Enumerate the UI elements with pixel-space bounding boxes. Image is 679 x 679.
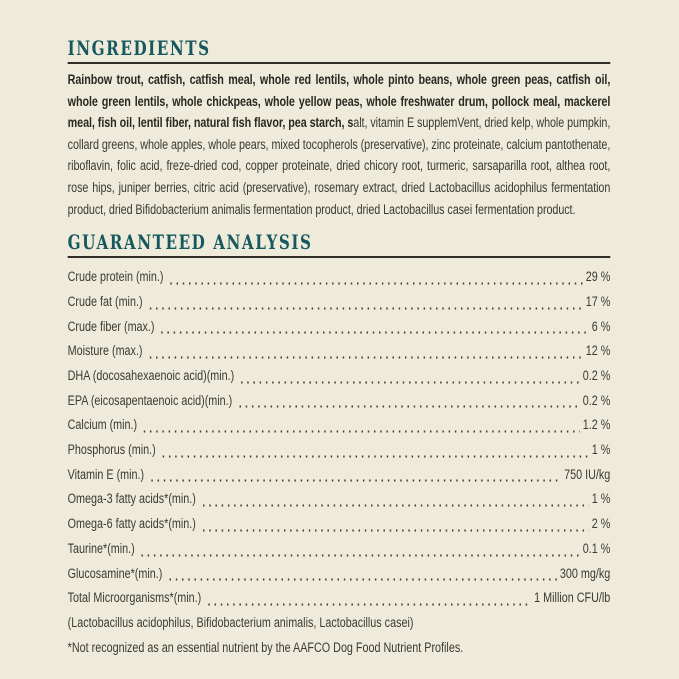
analysis-row [68, 389, 611, 414]
analysis-row-label: Total Microorganisms*(min.) [67, 590, 202, 607]
analysis-row [68, 562, 611, 587]
analysis-row-value: 2 % [591, 516, 611, 533]
analysis-row-label: DHA (docosahexaenoic acid)(min.) [67, 367, 235, 384]
ingredients-text [68, 70, 611, 221]
dotted-leader [149, 479, 561, 482]
dotted-leader [167, 578, 557, 581]
analysis-row-value: 1.2 % [582, 417, 611, 434]
ingredients-bold-text: Rainbow trout, catfish, catfish meal, whole red lentils, whole pinto beans, whole green peas, catfish oil, whole green lentils, whole chickpeas, whole yellow peas, whole freshwater drum, pollock meal, mackerel meal, fish oil, lentil fiber, natural fish flavor, pea starch, s [67, 72, 611, 132]
analysis-row [68, 512, 611, 537]
guaranteed-analysis-divider [68, 256, 611, 258]
ingredients-divider [68, 62, 611, 64]
analysis-row-label: Calcium (min.) [67, 417, 138, 434]
analysis-row-value: 29 % [585, 269, 611, 286]
dotted-leader [168, 282, 583, 285]
dotted-leader [200, 529, 588, 532]
analysis-row-label: Omega-3 fatty acids*(min.) [67, 491, 196, 508]
guaranteed-analysis-title: GUARANTEED ANALYSIS [67, 230, 313, 255]
analysis-row-label: EPA (eicosapentaenoic acid)(min.) [67, 392, 233, 409]
analysis-row-value: 0.2 % [582, 392, 611, 409]
analysis-row-label: Omega-6 fatty acids*(min.) [67, 516, 196, 533]
analysis-row-value: 1 % [591, 442, 611, 459]
analysis-row-label: Crude fiber (max.) [67, 318, 155, 335]
analysis-row-value: 0.2 % [582, 367, 611, 384]
analysis-row-label: Vitamin E (min.) [67, 466, 145, 483]
analysis-row-label: Taurine*(min.) [67, 540, 135, 557]
aafco-footnote: *Not recognized as an essential nutrient by the AAFCO Dog Food Nutrient Profiles. [67, 639, 464, 656]
analysis-row-label: Crude protein (min.) [67, 269, 164, 286]
analysis-row-label: Phosphorus (min.) [67, 442, 156, 459]
dotted-leader [239, 381, 580, 384]
analysis-row [68, 290, 611, 315]
dotted-leader [139, 554, 579, 557]
dotted-leader [142, 430, 580, 433]
ingredients-regular-text: alt, vitamin E supplemVent, dried kelp, whole pumpkin, collard greens, whole apples, whole pears, mixed tocopherols (preservative), zinc proteinate, calcium pantothenate, riboflavin, folic acid, freze-dried cod, copper proteinate, dried chicory root, turmeric, sarsaparilla root, althea root, rose hips, juniper berries, citric acid (preservative), rosemary extract, dried Lactobacillus acidophilus fermentation product, dried Bifidobacterium animalis fermentation product, dried Lactobacillus casei fermentation product. [67, 115, 611, 218]
analysis-row-value: 17 % [585, 293, 611, 310]
analysis-row [68, 537, 611, 562]
analysis-row-value: 300 mg/kg [559, 565, 611, 582]
ingredients-section [68, 37, 611, 221]
analysis-row [68, 586, 611, 611]
analysis-row [68, 265, 611, 290]
dotted-leader [206, 603, 531, 606]
analysis-row-value: 6 % [591, 318, 611, 335]
analysis-row-label: Glucosamine*(min.) [67, 565, 163, 582]
analysis-row [68, 413, 611, 438]
guaranteed-analysis-table [68, 265, 611, 611]
analysis-row-value: 1 % [591, 491, 611, 508]
analysis-row [68, 463, 611, 488]
dotted-leader [147, 307, 583, 310]
analysis-row [68, 339, 611, 364]
analysis-row [68, 487, 611, 512]
analysis-row-value: 0.1 % [582, 540, 611, 557]
dotted-leader [147, 356, 583, 359]
analysis-row [68, 438, 611, 463]
dotted-leader [159, 331, 589, 334]
microorganisms-note: (Lactobacillus acidophilus, Bifidobacterium animalis, Lactobacillus casei) [67, 615, 414, 631]
dotted-leader [160, 455, 588, 458]
ingredients-title: INGREDIENTS [67, 36, 211, 60]
dotted-leader [237, 405, 580, 408]
analysis-row [68, 315, 611, 340]
analysis-row-value: 12 % [585, 343, 611, 360]
guaranteed-analysis-section [68, 231, 611, 660]
analysis-row-value: 1 Million CFU/lb [534, 590, 611, 607]
dotted-leader [200, 504, 588, 507]
analysis-row-label: Crude fat (min.) [67, 293, 143, 310]
analysis-row-label: Moisture (max.) [67, 343, 143, 360]
analysis-row-value: 750 IU/kg [564, 466, 611, 483]
analysis-row [68, 364, 611, 389]
